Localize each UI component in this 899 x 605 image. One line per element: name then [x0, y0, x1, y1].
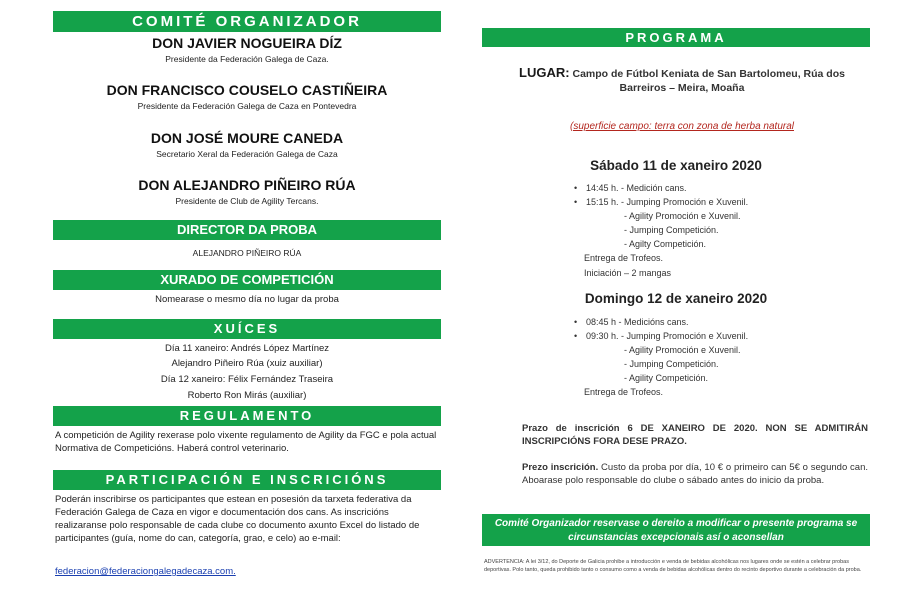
committee-heading: COMITÉ ORGANIZADOR [53, 11, 441, 32]
judge-line: Roberto Ron Mirás (auxiliar) [187, 390, 307, 401]
participation-heading: PARTICIPACIÓN E INSCRICIÓNS [53, 470, 441, 490]
schedule-item: • 14:45 h. - Medición cans. [586, 183, 687, 193]
venue-text: Campo de Fútbol Keniata de San Bartolomeu, Rúa dos Barreiros – Meira, Moaña [572, 68, 845, 94]
schedule-item: • 08:45 h - Medicións cans. [586, 317, 689, 327]
sunday-title: Domingo 12 de xaneiro 2020 [584, 291, 768, 306]
program-heading: PROGRAMA [482, 28, 870, 47]
committee-member-role: Presidente de Club de Agility Tercans. [175, 196, 319, 206]
committee-member-name: DON JOSÉ MOURE CANEDA [150, 130, 344, 146]
deadline-text: Prazo de inscrición 6 DE XANEIRO DE 2020. NON SE ADMITIRÁN INSCRIPCIÓNS FORA DESE PRAZO. [522, 423, 868, 447]
schedule-item: • 09:30 h. - Jumping Promoción e Xuvenil. [586, 331, 748, 341]
schedule-sub-item: - Agility Promoción e Xuvenil. [624, 345, 741, 355]
committee-member-role: Secretario Xeral da Federación Galega de Caza [156, 149, 338, 159]
saturday-title: Sábado 11 de xaneiro 2020 [590, 158, 762, 173]
schedule-sub-item: - Agilty Competición. [624, 239, 707, 249]
director-name: ALEJANDRO PIÑEIRO RÚA [192, 248, 302, 258]
schedule-sub-item: - Agility Competición. [624, 373, 709, 383]
venue-block [502, 66, 862, 95]
price-text: Custo da proba por día, 10 € o primeiro can 5€ o segundo can. Aboarase polo responsable do clube o sábado antes do inicio da proba. [522, 462, 869, 486]
participation-text: Poderán inscribirse os participantes que estean en posesión da tarxeta federativa da Federación Galega de Caza en vigor e documentación dos cans. As inscricións realizaranse polo responsable de cada clube co documento axunto Excel do listado de participantes (guía, nome do can, categoría, grao, e celo) ao e-mail: [55, 494, 420, 544]
trophies-line: Entrega de Trofeos. [584, 253, 664, 263]
committee-member-name: DON ALEJANDRO PIÑEIRO RÚA [138, 177, 356, 193]
jury-text: Nomearase o mesmo día no lugar da proba [155, 294, 339, 305]
rules-heading: REGULAMENTO [53, 406, 441, 426]
committee-member-role: Presidente da Federación Galega de Caza en Pontevedra [137, 101, 357, 111]
disclaimer-text: ADVERTENCIA: A lei 3/12, do Deporte de Galicia prohibe a introducción e venda de bebidas alcohólicas nos lugares onde se estén a celebrar probas deportivas. Polo tanto, queda prohibido tanto o consumo como a venda de bebidas alcohólicas dentro do recinto deportivo durante a celebración da proba. [484, 559, 862, 573]
schedule-sub-item: - Jumping Competición. [624, 225, 719, 235]
schedule-sub-item: - Jumping Competición. [624, 359, 719, 369]
jury-heading: XURADO DE COMPETICIÓN [53, 270, 441, 290]
judges-heading: XUÍCES [53, 319, 441, 339]
notice-banner: Comité Organizador reservase o dereito a modificar o presente programa se circunstancias excepcionais así o aconsellan [482, 514, 870, 546]
federation-email-link[interactable]: federacion@federaciongalegadecaza.com. [55, 566, 236, 577]
trophies-line: Entrega de Trofeos. [584, 387, 664, 397]
venue-label: LUGAR: [519, 65, 570, 80]
schedule-sub-item: - Agility Promoción e Xuvenil. [624, 211, 741, 221]
surface-note: (superficie campo: terra con zona de herba natural [569, 121, 794, 132]
rules-text: A competición de Agility rexerase polo vixente regulamento de Agility da FGC e pola actual Normativa de Competicións. Haberá control veterinario. [55, 430, 437, 454]
schedule-item: • 15:15 h. - Jumping Promoción e Xuvenil. [586, 197, 748, 207]
price-label: Prezo inscrición. [522, 462, 599, 473]
price-block [522, 461, 868, 487]
judge-line: Alejandro Piñeiro Rúa (xuiz auxiliar) [171, 358, 323, 369]
initiation-line: Iniciación – 2 mangas [584, 268, 672, 278]
director-heading: DIRECTOR DA PROBA [53, 220, 441, 240]
committee-member-name: DON JAVIER NOGUEIRA DÍZ [152, 35, 342, 51]
committee-member-role: Presidente da Federación Galega de Caza. [165, 54, 329, 64]
judge-line: Día 11 xaneiro: Andrés López Martínez [164, 343, 330, 354]
judge-line: Día 12 xaneiro: Félix Fernández Traseira [160, 374, 334, 385]
committee-member-name: DON FRANCISCO COUSELO CASTIÑEIRA [106, 82, 388, 98]
